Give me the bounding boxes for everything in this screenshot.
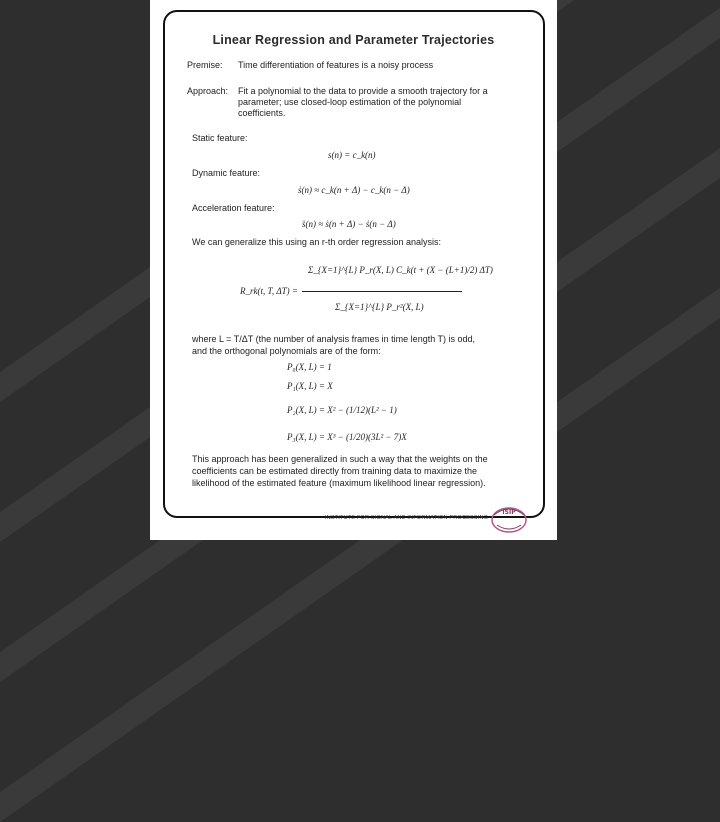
- acceleration-feature-label: Acceleration feature:: [192, 203, 275, 213]
- regression-equation-lhs: R_rk(t, T, ΔT) =: [240, 286, 298, 296]
- closing-line-1: This approach has been generalized in such a way that the weights on the: [192, 454, 488, 464]
- static-feature-label: Static feature:: [192, 133, 248, 143]
- closing-line-2: coefficients can be estimated directly from training data to maximize the: [192, 466, 477, 476]
- where-line-1: where L = T/ΔT (the number of analysis frames in time length T) is odd,: [192, 334, 476, 344]
- polynomial-p3: P₃(X, L) = X³ − (1/20)(3L² − 7)X: [287, 432, 407, 442]
- where-line-2: and the orthogonal polynomials are of the form:: [192, 346, 381, 356]
- slide-title: Linear Regression and Parameter Trajectories: [212, 33, 495, 47]
- fraction-bar: [302, 291, 462, 292]
- generalize-text: We can generalize this using an r-th order regression analysis:: [192, 237, 441, 247]
- premise-text: Time differentiation of features is a noisy process: [238, 60, 434, 70]
- isip-logo-icon: [489, 503, 529, 535]
- slide-page: [150, 0, 557, 540]
- polynomial-p0: P₀(X, L) = 1: [287, 362, 332, 372]
- acceleration-feature-equation: s̈(n) ≈ ṡ(n + Δ) − ṡ(n − Δ): [302, 219, 396, 229]
- approach-line-1: Fit a polynomial to the data to provide a smooth trajectory for a: [238, 86, 488, 96]
- regression-denominator: Σ_{X=1}^{L} P_r²(X, L): [335, 302, 424, 312]
- polynomial-p2: P₂(X, L) = X² − (1/12)(L² − 1): [287, 405, 397, 415]
- logo-text: ISIP: [502, 509, 516, 516]
- approach-label: Approach:: [187, 86, 229, 96]
- institute-footer: INSTITUTE FOR SIGNAL AND INFORMATION PROCESSING: [325, 515, 489, 521]
- static-feature-equation: s(n) = c_k(n): [328, 150, 376, 160]
- dynamic-feature-label: Dynamic feature:: [192, 168, 261, 178]
- premise-label: Premise:: [187, 60, 223, 70]
- polynomial-p1: P₁(X, L) = X: [287, 381, 333, 391]
- approach-line-2: parameter; use closed-loop estimation of the polynomial: [238, 97, 462, 107]
- approach-line-3: coefficients.: [238, 108, 286, 118]
- dynamic-feature-equation: ṡ(n) ≈ c_k(n + Δ) − c_k(n − Δ): [298, 185, 410, 195]
- regression-numerator: Σ_{X=1}^{L} P_r(X, L) C_k(t + (X − (L+1)/2) ΔT): [308, 265, 493, 275]
- closing-line-3: likelihood of the estimated feature (maximum likelihood linear regression).: [192, 478, 486, 488]
